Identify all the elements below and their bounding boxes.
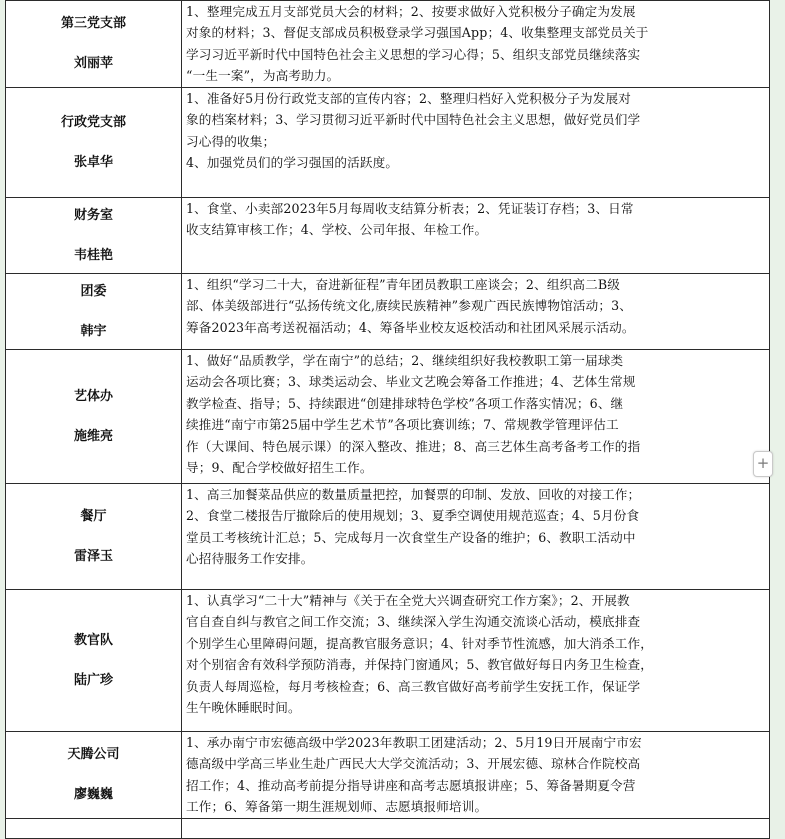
content-line: 导；9、配合学校做好招生工作。 bbox=[186, 460, 373, 476]
department-name: 第三党支部 bbox=[60, 16, 126, 31]
table-row bbox=[6, 198, 770, 274]
department-cell[interactable] bbox=[6, 484, 182, 590]
department-name: 天腾公司 bbox=[67, 746, 120, 762]
responsible-person: 施维亮 bbox=[73, 428, 113, 444]
content-line: 负责人每周巡检，每月考核检查；6、高三教官做好高考前学生安抚工作，保证学 bbox=[186, 678, 641, 694]
content-line: 象的档案材料；3、学习贯彻习近平新时代中国特色社会主义思想，做好党员们学 bbox=[186, 112, 641, 128]
department-name: 行政党支部 bbox=[60, 114, 126, 130]
content-line: 工作；6、筹备第一期生涯规划师、志愿填报师培训。 bbox=[186, 799, 488, 815]
table-row bbox=[6, 350, 770, 484]
department-name: 团委 bbox=[80, 283, 107, 299]
content-line: 2、食堂二楼报告厅撤除后的使用规划；3、夏季空调使用规范巡查；4、5月份食 bbox=[186, 508, 640, 524]
content-line: 筹备2023年高考送祝福活动；4、筹备毕业校友返校活动和社团风采展示活动。 bbox=[186, 319, 635, 335]
table-row bbox=[6, 274, 770, 350]
department-name: 艺体办 bbox=[73, 388, 113, 404]
content-line: 1、准备好5月份行政党支部的宣传内容；2、整理归档好入党积极分子为发展对 bbox=[186, 91, 632, 106]
content-line: 心招待服务工作安排。 bbox=[186, 551, 314, 567]
work-content-cell[interactable] bbox=[182, 590, 770, 732]
content-line: 生午晚休睡眠时间。 bbox=[186, 700, 301, 716]
department-name: 财务室 bbox=[73, 207, 113, 223]
table-row bbox=[6, 88, 770, 198]
responsible-person: 张卓华 bbox=[73, 154, 113, 170]
content-line: 对个别宿舍有效科学预防消毒，并保持门窗通风；5、教官做好每日内务卫生检查， bbox=[186, 657, 653, 673]
department-cell[interactable] bbox=[6, 350, 182, 484]
content-line: 4、加强党员们的学习强国的活跃度。 bbox=[186, 155, 399, 171]
content-line: 教学检查、指导；5、持续跟进“创建排球特色学校”各项工作落实情况；6、继 bbox=[186, 395, 624, 411]
content-line: 招工作；4、推动高考前提分指导讲座和高考志愿填报讲座；5、筹备暑期夏令营 bbox=[186, 777, 636, 793]
responsible-person: 陆广珍 bbox=[73, 672, 113, 688]
department-cell[interactable] bbox=[6, 88, 182, 198]
table-row bbox=[6, 484, 770, 590]
content-line: 1、食堂、小卖部2023年5月每周收支结算分析表；2、凭证装订存档；3、日常 bbox=[186, 201, 634, 216]
content-line: 个别学生心里障碍问题，提高教官服务意识；4、针对季节性流感，加大消杀工作， bbox=[186, 635, 653, 651]
content-line: 1、做好“品质教学，学在南宁”的总结；2、继续组织好我校教职工第一届球类 bbox=[186, 353, 624, 368]
department-cell[interactable] bbox=[6, 732, 182, 819]
work-content-cell[interactable] bbox=[182, 732, 770, 819]
content-line: 德高级中学高三毕业生赴广西民大大学交流活动；3、开展宏德、琼林合作院校高 bbox=[186, 756, 641, 772]
table-row bbox=[6, 1, 770, 88]
responsible-person: 韩宇 bbox=[80, 323, 107, 339]
work-content-cell[interactable] bbox=[182, 818, 770, 838]
work-content-cell[interactable] bbox=[182, 198, 770, 274]
work-content-cell[interactable] bbox=[182, 274, 770, 350]
content-line: 收支结算审核工作；4、学校、公司年报、年检工作。 bbox=[186, 222, 488, 238]
content-line: 1、承办南宁市宏德高级中学2023年教职工团建活动；2、5月19日开展南宁市宏 bbox=[186, 735, 642, 750]
responsible-person: 刘丽苹 bbox=[73, 56, 113, 71]
department-cell[interactable] bbox=[6, 198, 182, 274]
content-line: 1、认真学习“二十大”精神与《关于在全党大兴调查研究工作方案》；2、开展教 bbox=[186, 593, 630, 608]
work-plan-table bbox=[5, 0, 770, 839]
content-line: 1、高三加餐菜品供应的数量质量把控，加餐票的印制、发放、回收的对接工作； bbox=[186, 487, 641, 502]
table-row bbox=[6, 818, 770, 838]
content-line: 1、组织“学习二十大，奋进新征程”青年团员教职工座谈会；2、组织高二B级 bbox=[186, 277, 620, 292]
work-content-cell[interactable] bbox=[182, 350, 770, 484]
department-name: 餐厅 bbox=[80, 508, 107, 524]
content-line: 1、整理完成五月支部党员大会的材料；2、按要求做好入党积极分子确定为发展 bbox=[186, 4, 636, 19]
work-content-cell[interactable] bbox=[182, 88, 770, 198]
department-cell[interactable] bbox=[6, 818, 182, 838]
content-line: 运动会各项比赛；3、球类运动会、毕业文艺晚会筹备工作推进；4、艺体生常规 bbox=[186, 374, 636, 390]
responsible-person: 雷泽玉 bbox=[73, 548, 113, 564]
content-line: 堂员工考核统计汇总；5、完成每月一次食堂生产设备的维护；6、教职工活动中 bbox=[186, 529, 636, 545]
content-line: 续推进“南宁市第25届中学生艺术节”各项比赛训练；7、常规教学管理评估工 bbox=[186, 417, 619, 433]
content-line: “一生一案”，为高考助力。 bbox=[186, 68, 340, 84]
work-content-cell[interactable] bbox=[182, 1, 770, 88]
table-row bbox=[6, 732, 770, 819]
content-line: 作（大课间、特色展示课）的深入整改、推进；8、高三艺体生高考备考工作的指 bbox=[186, 438, 641, 454]
department-cell[interactable] bbox=[6, 590, 182, 732]
expand-plus-icon[interactable]: + bbox=[753, 451, 773, 477]
department-cell[interactable] bbox=[6, 1, 182, 88]
responsible-person: 廖巍巍 bbox=[73, 786, 113, 802]
content-line: 官自查自纠与教官之间工作交流；3、继续深入学生沟通交流谈心活动，模底排查 bbox=[186, 614, 641, 630]
content-line: 对象的材料；3、督促支部成员积极登录学习强国App；4、收集整理支部党员关于 bbox=[186, 25, 649, 41]
table-row bbox=[6, 590, 770, 732]
department-name: 教官队 bbox=[73, 632, 113, 648]
responsible-person: 韦桂艳 bbox=[73, 247, 113, 263]
content-line: 习心得的收集； bbox=[186, 133, 276, 149]
content-line: 学习习近平新时代中国特色社会主义思想的学习心得；5、组织支部党员继续落实 bbox=[186, 46, 641, 62]
work-content-cell[interactable] bbox=[182, 484, 770, 590]
content-line: 部、体美级部进行“弘扬传统文化,赓续民族精神”参观广西民族博物馆活动；3、 bbox=[186, 298, 633, 314]
department-cell[interactable] bbox=[6, 274, 182, 350]
